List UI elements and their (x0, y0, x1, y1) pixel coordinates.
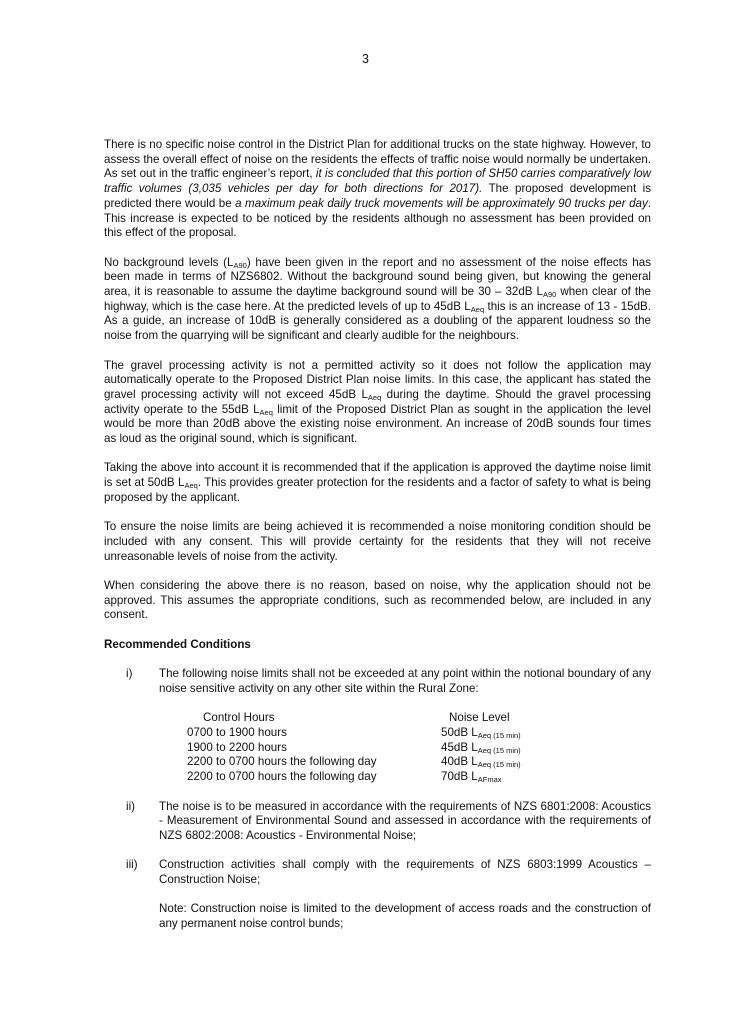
text-run: Taking the above into account it is recommended that if the application is approved the daytime noise limit is set at 50dB L (104, 461, 651, 490)
condition-text: The noise is to be measured in accordance with the requirements of NZS 6801:2008: Acoustics - Measurement of Environmental Sound and assessed in accordance with the requirements of NZS 6802:2008: Acoustics - Environmental Noise; (159, 799, 651, 842)
level-value: 70dB L (441, 770, 478, 784)
list-marker: i) (126, 667, 133, 681)
level-value: 40dB L (441, 755, 478, 769)
text-run: The gravel processing activity is not a permitted activity so it does not follow the application may automatically operate to the Proposed District Plan noise limits. In this case, the applicant has stated the gravel processing activity will not exceed 45dB L (104, 358, 651, 401)
subscript: Aeq (15 min) (477, 731, 521, 740)
paragraph-background-levels (104, 256, 651, 344)
column-header: Control Hours (203, 711, 275, 725)
condition-text: The following noise limits shall not be exceeded at any point within the notional boundary of any noise sensitive activity on any other site within the Rural Zone: (159, 667, 651, 695)
paragraph-monitoring: To ensure the noise limits are being achieved it is recommended a noise monitoring condition should be included with any consent. This will provide certainty for the residents that they will not receive unreasonable levels of noise from the activity. (104, 520, 651, 563)
text-run: . This provides greater protection for the residents and a factor of safety to what is being proposed by the applicant. (104, 476, 651, 504)
level-value: 50dB L (441, 726, 478, 739)
table-cell-hours: 2200 to 0700 hours the following day (187, 755, 377, 769)
list-marker: iii) (126, 858, 138, 872)
table-row (187, 726, 521, 741)
quoted-text: it is concluded that this portion of SH50 carries comparatively low traffic volumes (3,035 vehicles per day for both directions for 2017). (104, 167, 651, 196)
noise-limits-table (187, 711, 521, 785)
subscript: A90 (233, 260, 247, 270)
table-cell-level (441, 726, 521, 741)
column-header: Noise Level (449, 711, 510, 725)
text-run: There is no specific noise control in the District Plan for additional trucks on the state highway. However, to assess the overall effect of noise on the residents the effects of traffic noise would normally be undertaken. As set out in the traffic engineer’s report, (104, 138, 651, 181)
table-cell-level (441, 741, 521, 756)
text-run: . This increase is expected to be noticed by the residents although no assessment has been provided on this effect of the proposal. (104, 196, 651, 240)
condition-body (159, 667, 651, 785)
condition-body (159, 858, 651, 932)
condition-note: Note: Construction noise is limited to the development of access roads and the construction of any permanent noise control bunds; (159, 902, 651, 931)
table-row (187, 741, 521, 756)
condition-ii (104, 800, 651, 844)
condition-iii (104, 858, 651, 932)
table-cell-level (441, 770, 521, 785)
table-header-row (187, 711, 521, 726)
subscript: Aeq (259, 407, 273, 417)
condition-i (104, 667, 651, 785)
subscript: Aeq (184, 481, 198, 491)
table-cell-hours: 2200 to 0700 hours the following day (187, 770, 377, 784)
text-run: when clear of the highway, which is the case here. At the predicted levels of up to 45dB L (104, 285, 651, 313)
section-heading: Recommended Conditions (104, 637, 251, 651)
subscript: Aeq (367, 392, 382, 402)
list-marker: ii) (126, 799, 136, 813)
document-body (104, 138, 651, 946)
level-value: 45dB L (441, 740, 478, 754)
text-run: ) have been given in the report and no assessment of the noise effects has been made in terms of NZS6802. Without the background sound being given, but knowing the general area, it is reasonable to assume the daytime background sound will be 30 – 32dB L (104, 255, 651, 299)
subscript: AFmax (477, 775, 502, 785)
condition-text: Construction activities shall comply with the requirements of NZS 6803:1999 Acoustics – Construction Noise; (159, 858, 651, 886)
subscript: Aeq (470, 304, 485, 314)
text-run: during the daytime. Should the gravel processing activity operate to the 55dB L (104, 387, 651, 416)
condition-body (159, 800, 651, 844)
table-cell-hours: 1900 to 2200 hours (187, 740, 287, 754)
subscript: Aeq (15 min) (477, 745, 521, 755)
text-run: this is an increase of 13 - 15dB. As a guide, an increase of 10dB is generally considered as a doubling of the apparent loudness so the noise from the quarrying will be significant and clearly audible for the neighbours. (104, 299, 651, 343)
paragraph-conclusion: When considering the above there is no reason, based on noise, why the application should not be approved. This assumes the appropriate conditions, such as recommended below, are included in any consent. (104, 579, 651, 622)
paragraph-traffic-noise (104, 138, 651, 241)
quoted-text: a maximum peak daily truck movements will be approximately 90 trucks per day (235, 196, 648, 210)
page-number: 3 (362, 52, 369, 66)
table-cell-level (441, 755, 521, 770)
paragraph-recommendation (104, 461, 651, 505)
table-row (187, 770, 521, 785)
table-row (187, 755, 521, 770)
text-run: No background levels (L (104, 255, 234, 269)
text-run: The proposed development is predicted there would be (104, 182, 651, 210)
subscript: Aeq (15 min) (477, 760, 521, 770)
table-cell-hours: 0700 to 1900 hours (187, 726, 287, 739)
subscript: A90 (542, 290, 557, 300)
text-run: limit of the Proposed District Plan as sought in the application the level would be more than 20dB above the existing noise environment. An increase of 20dB sounds four times as loud as the original sound, which is significant. (104, 402, 651, 446)
paragraph-gravel-processing (104, 359, 651, 447)
